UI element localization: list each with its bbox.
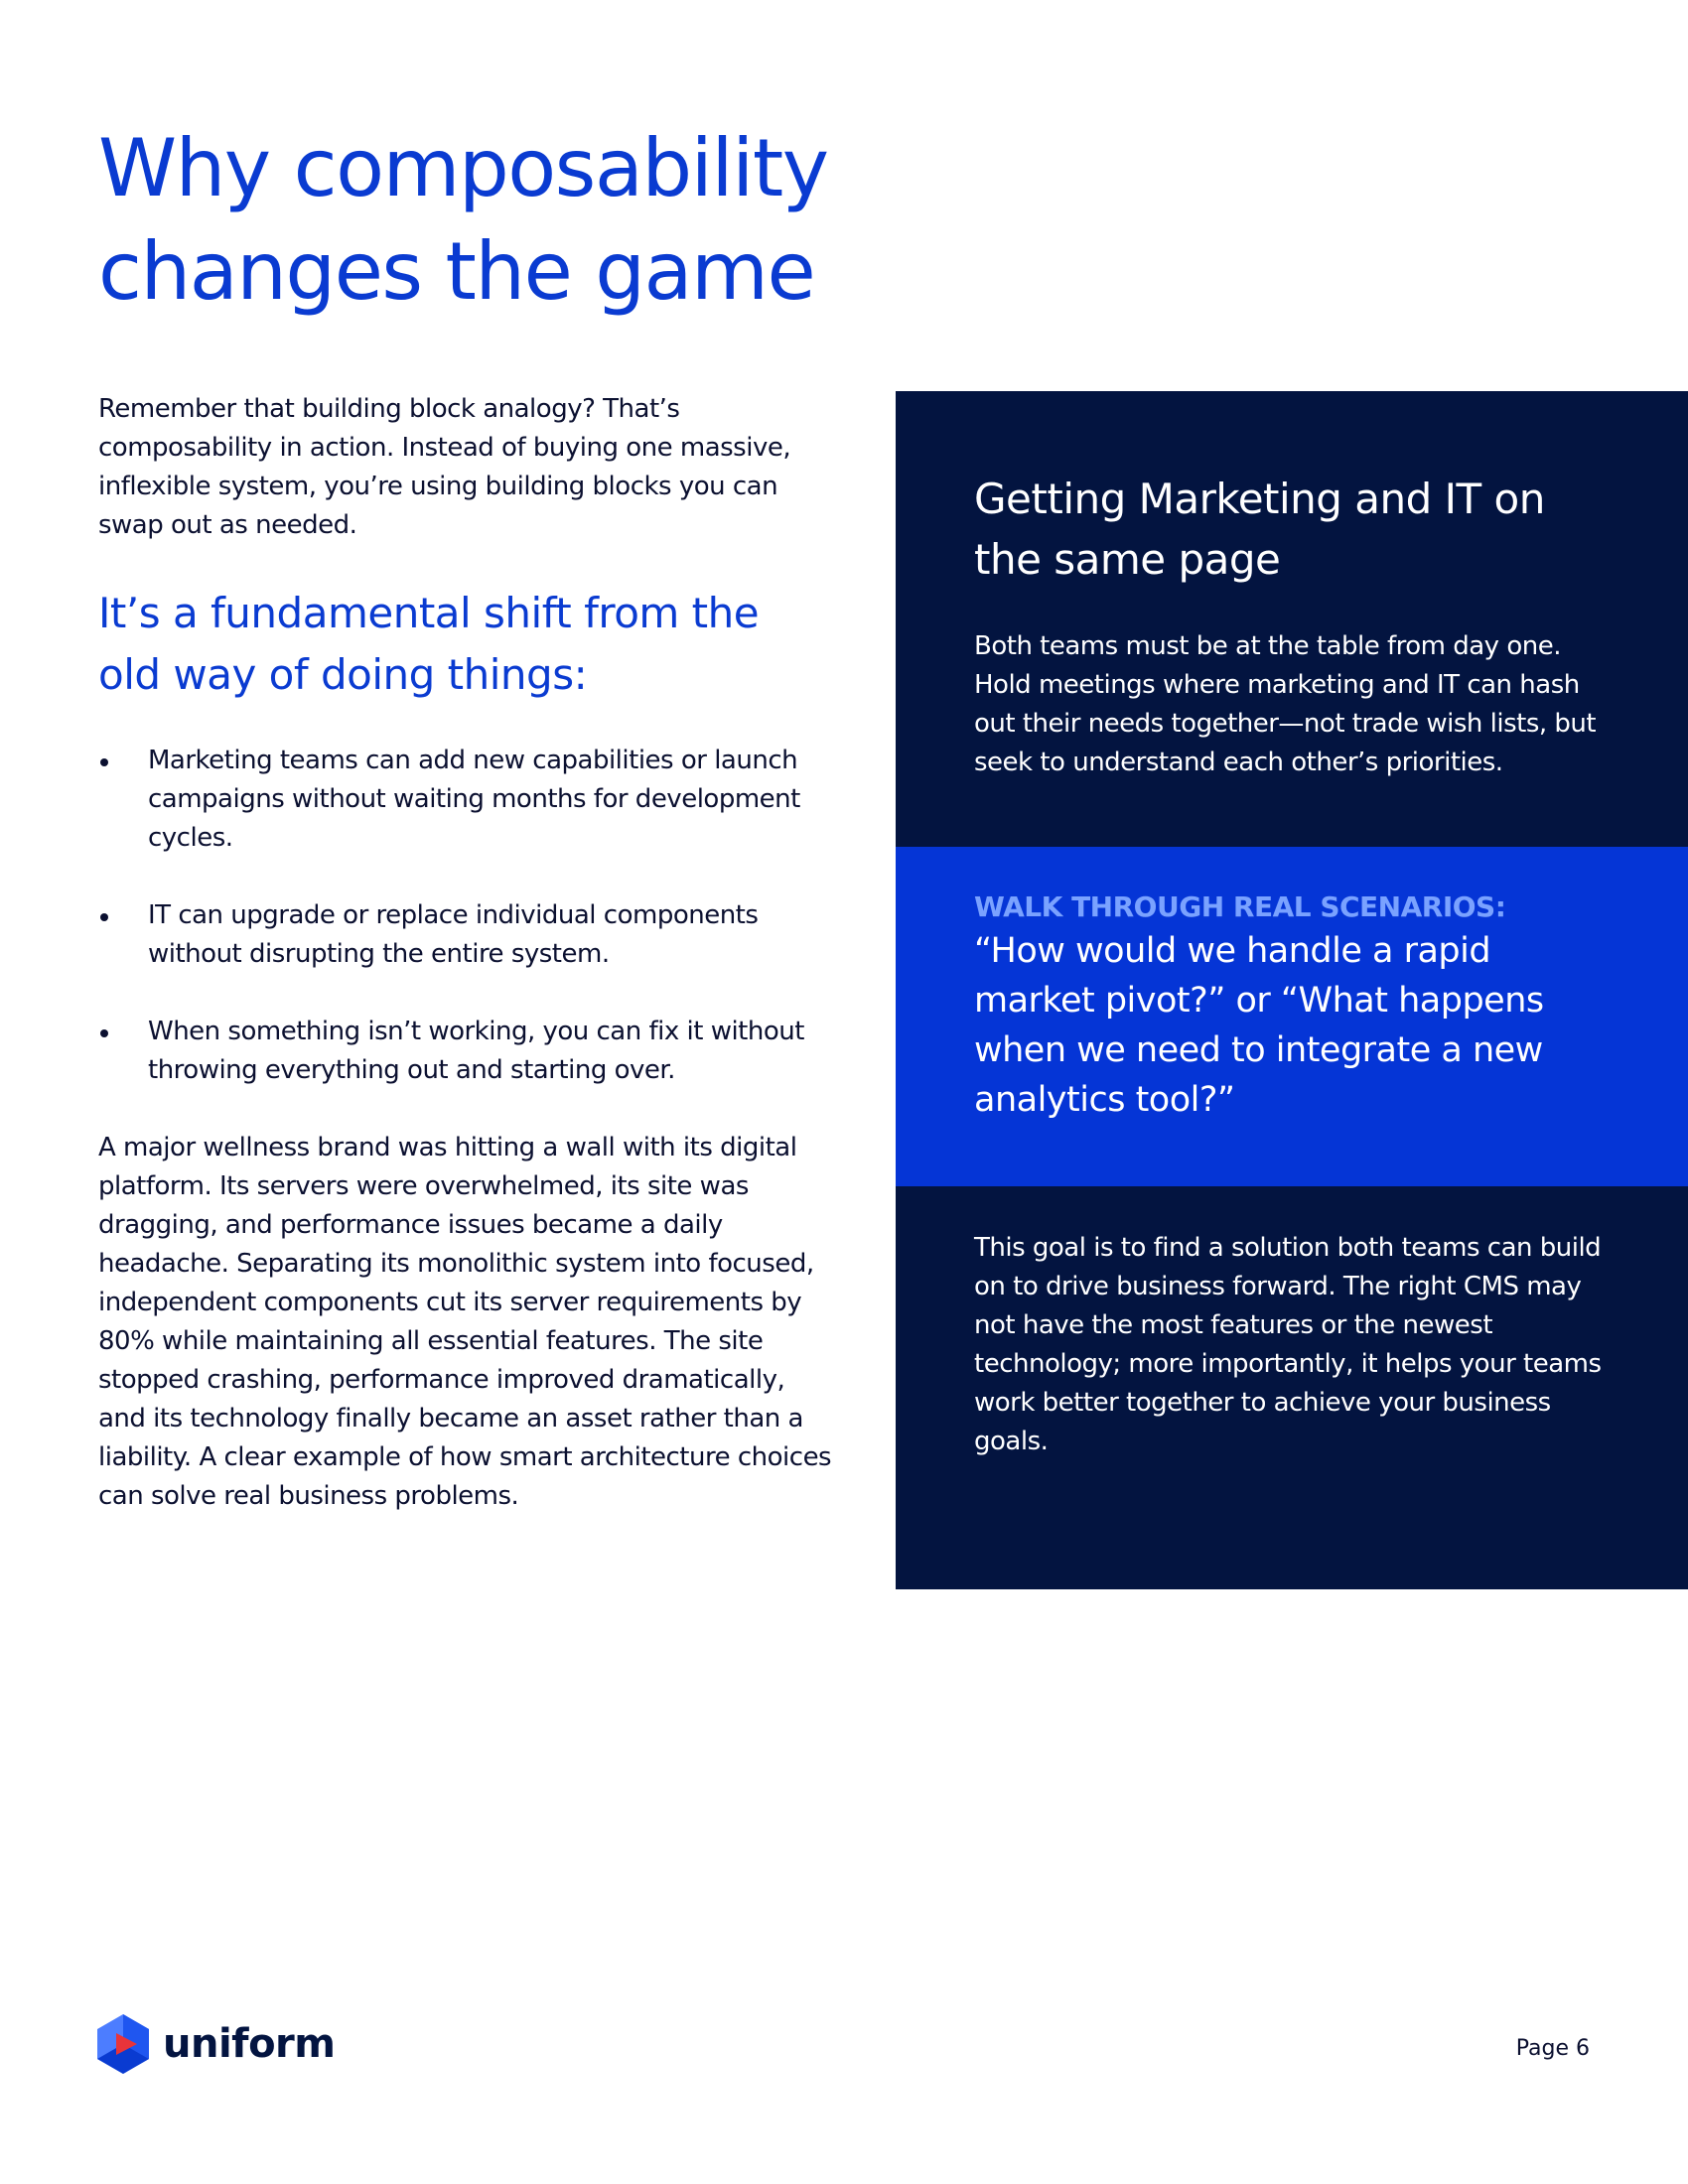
sidebar-panel-scenarios (896, 847, 1688, 1186)
bullet-dot-icon (100, 913, 108, 921)
sidebar-panel-top (896, 391, 1688, 847)
list-item (98, 896, 833, 974)
bullet-dot-icon (100, 758, 108, 766)
sidebar-panel-bottom (896, 1186, 1688, 1589)
logo-wordmark: uniform (163, 2021, 336, 2067)
scenario-label: WALK THROUGH REAL SCENARIOS: (974, 890, 1506, 923)
section-subheading: It’s a fundamental shift from the old way of doing things: (98, 589, 760, 699)
bullet-dot-icon (100, 1029, 108, 1037)
list-item (98, 1013, 833, 1090)
uniform-hexagon-play-icon (97, 2014, 149, 2074)
intro-paragraph: Remember that building block analogy? That’s composability in action. Instead of buying one massive, inflexible system, you’re using building blocks you can swap out as needed. (98, 394, 791, 540)
sidebar-heading: Getting Marketing and IT on the same page (974, 475, 1545, 584)
brand-logo (97, 2014, 335, 2074)
main-column (98, 390, 833, 1516)
sidebar-closing: This goal is to find a solution both teams can build on to drive business forward. The right CMS may not have the most features or the newest technology; more importantly, it helps your teams work better together to achieve your business goals. (974, 1233, 1602, 1456)
list-item-text: Marketing teams can add new capabilities or launch campaigns without waiting months for development cycles. (148, 746, 800, 853)
scenario-quote: “How would we handle a rapid market pivot?” or “What happens when we need to integrate a new analytics tool?” (974, 931, 1544, 1120)
list-item-text: IT can upgrade or replace individual components without disrupting the entire system. (148, 900, 759, 969)
case-study-paragraph: A major wellness brand was hitting a wall with its digital platform. Its servers were overwhelmed, its site was dragging, and performance issues became a daily headache. Separating its monolithic system into focused, independent components cut its server requirements by 80% while maintaining all essential features. The site stopped crashing, performance improved dramatically, and its technology finally became an asset rather than a liability. A clear example of how smart architecture choices can solve real business problems. (98, 1133, 832, 1511)
list-item-text: When something isn’t working, you can fix it without throwing everything out and starting over. (148, 1017, 804, 1085)
benefits-list (98, 742, 833, 1090)
list-item (98, 742, 833, 858)
page-number: Page 6 (1515, 2036, 1590, 2061)
page-title: Why composability changes the game (98, 122, 828, 318)
sidebar-body: Both teams must be at the table from day one. Hold meetings where marketing and IT can hash out their needs together—not trade wish lists, but seek to understand each other’s priorities. (974, 631, 1597, 777)
